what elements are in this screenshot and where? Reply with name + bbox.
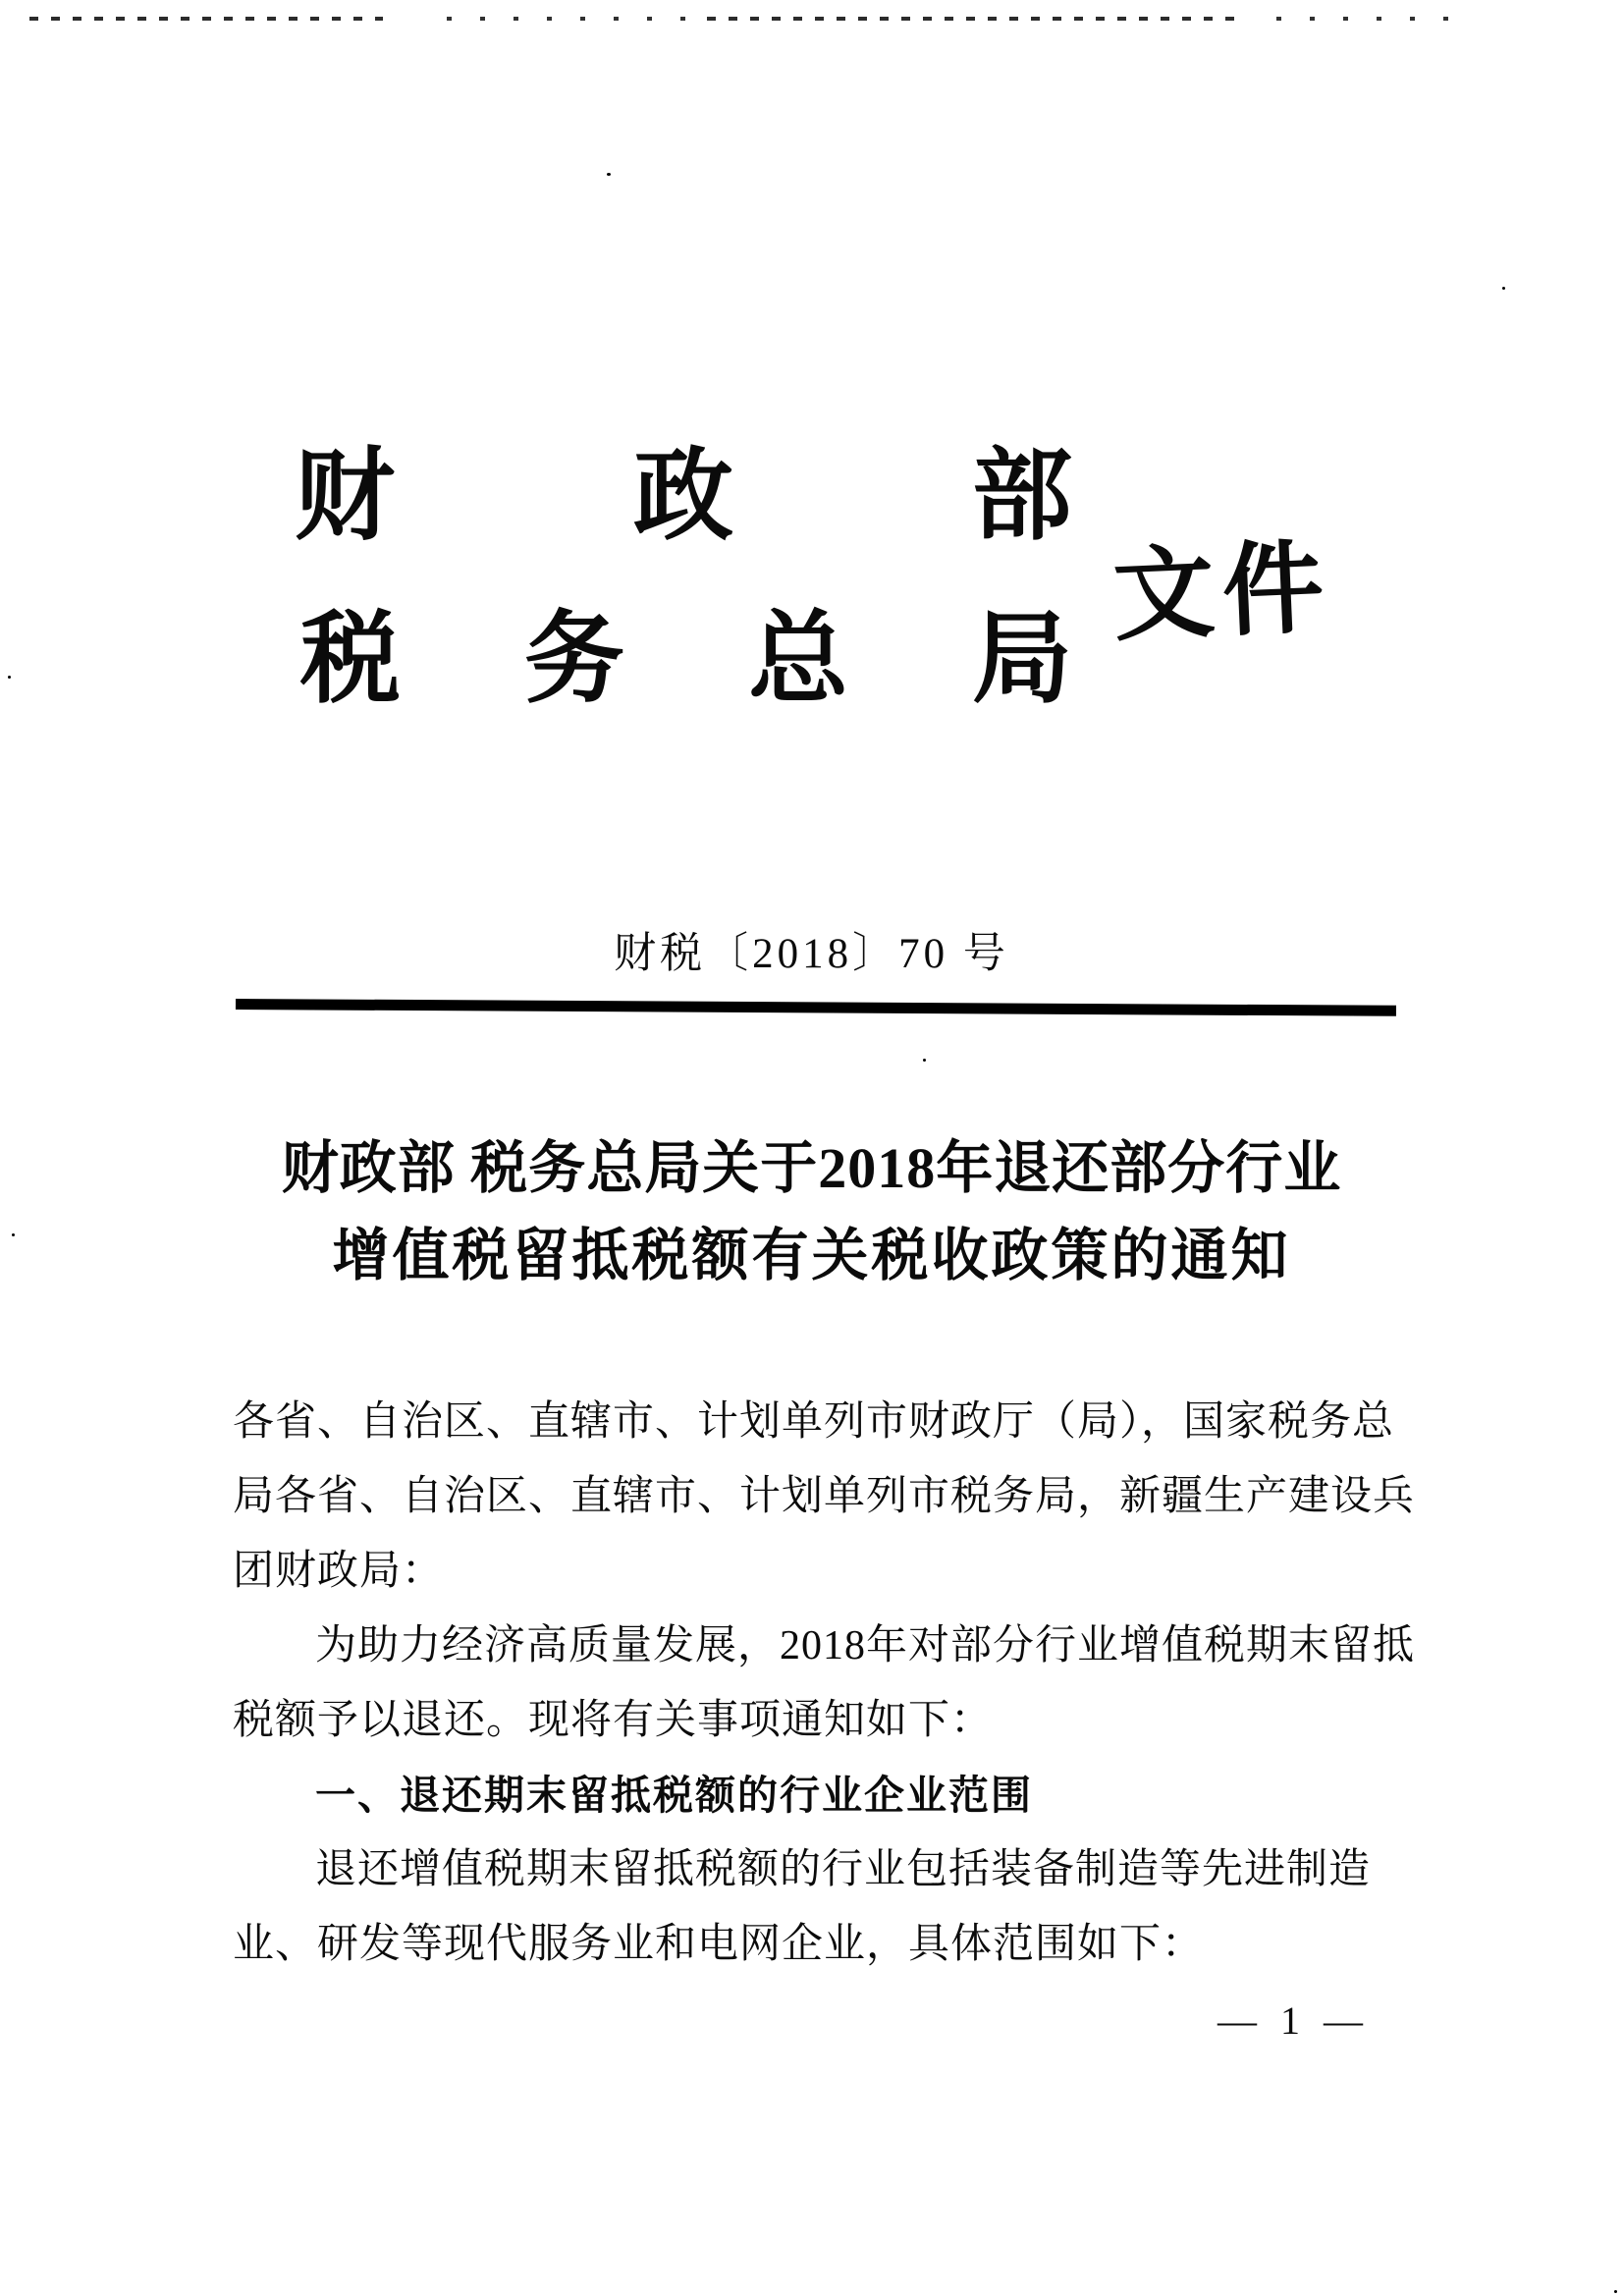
paragraph-line: 为助力经济高质量发展，2018年对部分行业增值税期末留抵 [315, 1623, 1416, 1668]
paragraph-line: 退还增值税期末留抵税额的行业包括装备制造等先进制造 [315, 1847, 1372, 1892]
scan-speck [607, 173, 611, 176]
recipients-line: 各省、自治区、直辖市、计划单列市财政厅（局），国家税务总 [233, 1399, 1395, 1445]
scan-speck [923, 1059, 926, 1062]
paragraph-line: 税额予以退还。现将有关事项通知如下： [233, 1698, 994, 1743]
document-body [233, 1385, 1450, 1982]
scan-noise [447, 17, 692, 21]
recipients-line: 团财政局： [233, 1549, 445, 1594]
scan-speck [12, 1233, 15, 1236]
scan-speck [1614, 2290, 1617, 2293]
paragraph-line: 业、研发等现代服务业和电网企业，具体范围如下： [233, 1922, 1205, 1967]
document-title-line2: 增值税留抵税额有关税收政策的通知 [332, 1224, 1291, 1287]
letterhead-doc-type-label: 文件 [1110, 532, 1334, 654]
letterhead-org-line1: 财政部 [295, 442, 1072, 553]
letterhead-org-line2: 税务总局 [300, 605, 1072, 716]
scan-speck [8, 676, 11, 679]
document-number: 财税〔2018〕70 号 [614, 931, 1009, 977]
letterhead-rule [236, 999, 1396, 1016]
scan-speck [1502, 287, 1505, 290]
document-title-line1: 财政部 税务总局关于2018年退还部分行业 [281, 1136, 1342, 1200]
scan-noise [29, 17, 383, 21]
section-heading: 一、退还期末留抵税额的行业企业范围 [315, 1773, 1033, 1818]
page-number: — 1 — [1217, 1998, 1370, 2043]
scan-noise [707, 17, 1237, 21]
scan-noise [1276, 17, 1463, 21]
recipients-line: 局各省、自治区、直辖市、计划单列市税务局，新疆生产建设兵 [233, 1474, 1416, 1519]
